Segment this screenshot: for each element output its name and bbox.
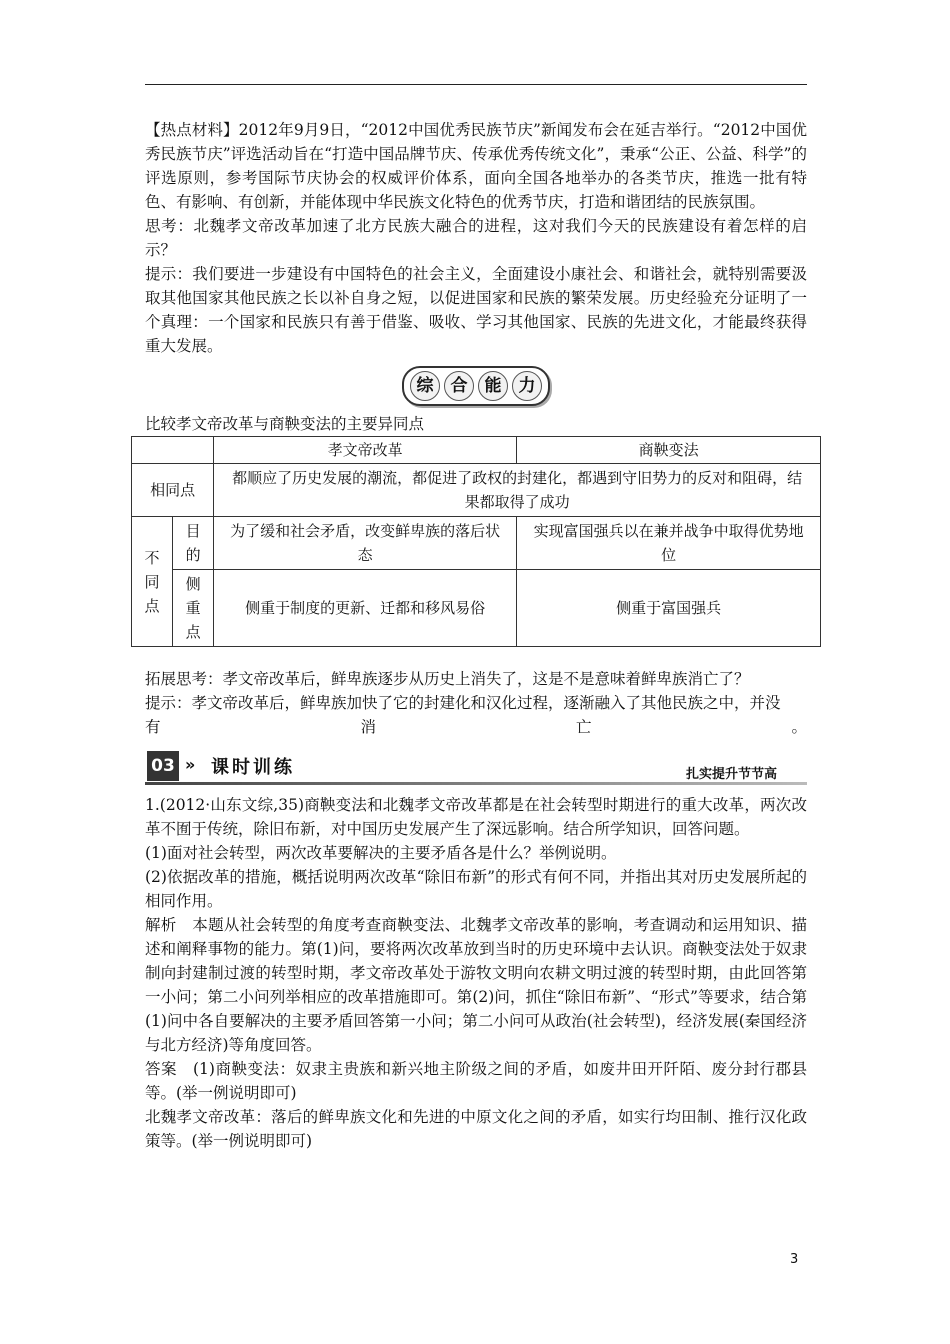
comparison-table [131,436,821,647]
sub-question-1: (1)面对社会转型，两次改革要解决的主要矛盾各是什么？举例说明。 [145,844,617,862]
section-title: 课时训练 [211,757,295,778]
extend-hint: 提示：孝文帝改革后，鲜卑族加快了它的封建化和汉化过程，逐渐融入了其他民族之中，并没 [145,694,781,712]
think-question: 思考：北魏孝文帝改革加速了北方民族大融合的进程，这对我们今天的民族建设有着怎样的启示？ [145,217,807,259]
answer-part-1: 答案 (1)商鞅变法：奴隶主贵族和新兴地主阶级之间的矛盾，如废井田开阡陌、废分封行郡县等。(举一例说明即可) [145,1060,807,1102]
section-slogan: 扎实提升节节高 [685,767,777,782]
table-row-same [132,464,821,517]
section-number: 03 [147,751,179,781]
sub-question-2: (2)依据改革的措施，概括说明两次改革“除旧布新”的形式有何不同，并指出其对历史发展所起的相同作用。 [145,868,807,910]
table-caption: 比较孝文帝改革与商鞅变法的主要异同点 [145,415,425,433]
section-underline [145,782,807,785]
extend-think: 拓展思考：孝文帝改革后，鲜卑族逐步从历史上消失了，这是不是意味着鲜卑族消亡了？ [145,670,750,688]
diff-label: 不 同 点 [132,517,173,647]
extend-hint-last-line: 有 消 亡 。 [145,718,807,736]
question-stem: 1.(2012·山东文综,35)商鞅变法和北魏孝文帝改革都是在社会转型时期进行的重大改革，两次改革不囿于传统，除旧布新，对中国历史发展产生了深远影响。结合所学知识，回答问题。 [145,796,807,838]
badge-char: 能 [478,371,508,401]
header-empty-cell [132,437,214,464]
focus-shangyang: 侧重于富国强兵 [517,570,821,647]
chevron-right-icon: » [185,755,196,774]
hot-material: 【热点材料】2012年9月9日，“2012中国优秀民族节庆”新闻发布会在延吉举行。“2012中国优秀民族节庆”评选活动旨在“打造中国品牌节庆、传承优秀传统文化”，秉承“公正、公益、科学”的评选原则，参考国际节庆协会的权威评价体系，面向全国各地举办的各类节庆，推选一批有特色、有影响、有创新，并能体现中华民族文化特色的优秀节庆，打造和谐团结的民族氛围。 [145,121,807,211]
same-text: 都顺应了历史发展的潮流，都促进了政权的封建化，都遇到守旧势力的反对和阻碍，结果都取得了成功 [214,464,821,517]
focus-xiaowen: 侧重于制度的更新、迁都和移风易俗 [214,570,517,647]
badge-char: 合 [444,371,474,401]
badge-char: 力 [512,371,542,401]
focus-label: 侧 重 点 [173,570,214,647]
table-row-goal [132,517,821,570]
analysis: 解析 本题从社会转型的角度考查商鞅变法、北魏孝文帝改革的影响，考查调动和运用知识、描述和阐释事物的能力。第(1)问，要将两次改革放到当时的历史环境中去认识。商鞅变法处于奴隶制向封建制过渡的转型时期，孝文帝改革处于游牧文明向农耕文明过渡的转型时期，由此回答第一小问；第二小问列举相应的改革措施即可。第(2)问，抓住“除旧布新”、“形式”等要求，结合第(1)问中各自要解决的主要矛盾回答第一小问；第二小问可从政治(社会转型)，经济发展(秦国经济与北方经济)等角度回答。 [145,916,807,1054]
goal-label: 目 的 [173,517,214,570]
section-header [145,749,807,785]
goal-shangyang: 实现富国强兵以在兼并战争中取得优势地位 [517,517,821,570]
goal-xiaowen: 为了缓和社会矛盾，改变鲜卑族的落后状态 [214,517,517,570]
header-xiaowen: 孝文帝改革 [214,437,517,464]
table-header-row [132,437,821,464]
header-shangyang: 商鞅变法 [517,437,821,464]
same-label: 相同点 [132,464,214,517]
answer-part-2: 北魏孝文帝改革：落后的鲜卑族文化和先进的中原文化之间的矛盾，如实行均田制、推行汉化政策等。(举一例说明即可) [145,1108,807,1150]
hint-paragraph: 提示：我们要进一步建设有中国特色的社会主义，全面建设小康社会、和谐社会，就特别需要汲取其他国家其他民族之长以补自身之短，以促进国家和民族的繁荣发展。历史经验充分证明了一个真理：一个国家和民族只有善于借鉴、吸收、学习其他国家、民族的先进文化，才能最终获得重大发展。 [145,265,807,355]
comprehensive-ability-badge [145,366,807,406]
page-number: 3 [790,1252,799,1267]
badge-char: 综 [410,371,440,401]
header-rule [145,84,807,85]
table-row-focus [132,570,821,647]
page-content [145,118,807,1153]
